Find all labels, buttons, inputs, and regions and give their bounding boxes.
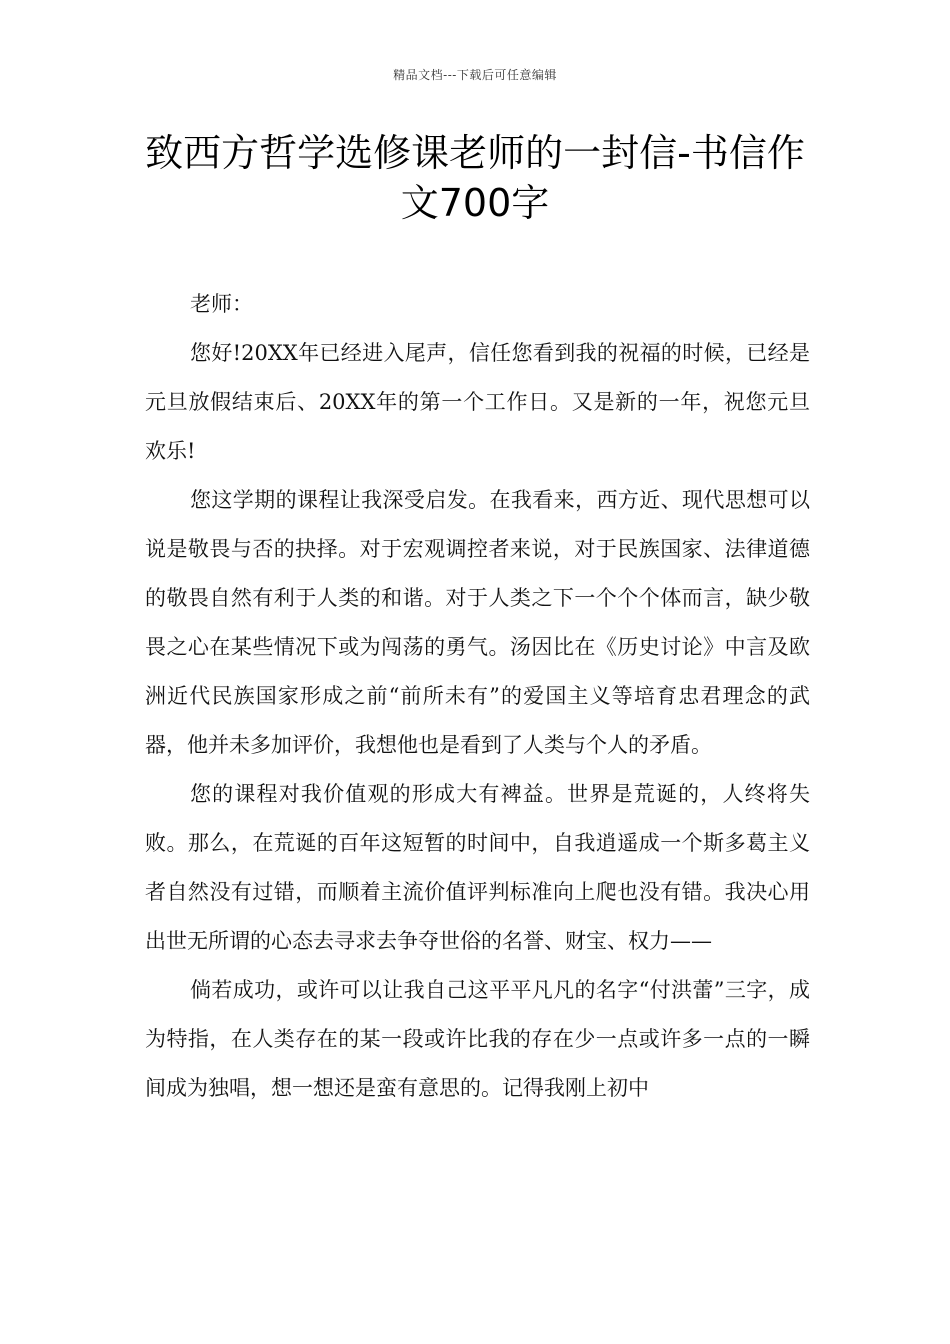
paragraph: 您的课程对我价值观的形成大有裨益。世界是荒诞的，人终将失败。那么，在荒诞的百年这短暂的时间中，自我逍遥成一个斯多葛主义者自然没有过错，而顺着主流价值评判标准向上爬也没有错。我决心用出世无所谓的心态去寻求去争夺世俗的名誉、财宝、权力——: [145, 782, 810, 953]
salutation: 老师：: [190, 292, 253, 316]
document-body: [145, 280, 810, 1113]
document-title: 致西方哲学选修课老师的一封信-书信作文700字: [145, 131, 805, 225]
paragraph: 倘若成功，或许可以让我自己这平平凡凡的名字“付洪蕾”三字，成为特指，在人类存在的某一段或许比我的存在少一点或许多一点的一瞬间成为独唱，想一想还是蛮有意思的。记得我刚上初中: [145, 978, 810, 1100]
paragraph: 您这学期的课程让我深受启发。在我看来，西方近、现代思想可以说是敬畏与否的抉择。对于宏观调控者来说，对于民族国家、法律道德的敬畏自然有利于人类的和谐。对于人类之下一个个个体而言，缺少敬畏之心在某些情况下或为闯荡的勇气。汤因比在《历史讨论》中言及欧洲近代民族国家形成之前“前所未有”的爱国主义等培育忠君理念的武器，他并未多加评价，我想他也是看到了人类与个人的矛盾。: [145, 488, 810, 757]
paragraph: 您好!20XX年已经进入尾声，信任您看到我的祝福的时候，已经是元旦放假结束后、20XX年的第一个工作日。又是新的一年，祝您元旦欢乐!: [145, 341, 810, 463]
header-note: 精品文档---下载后可任意编辑: [393, 68, 557, 82]
